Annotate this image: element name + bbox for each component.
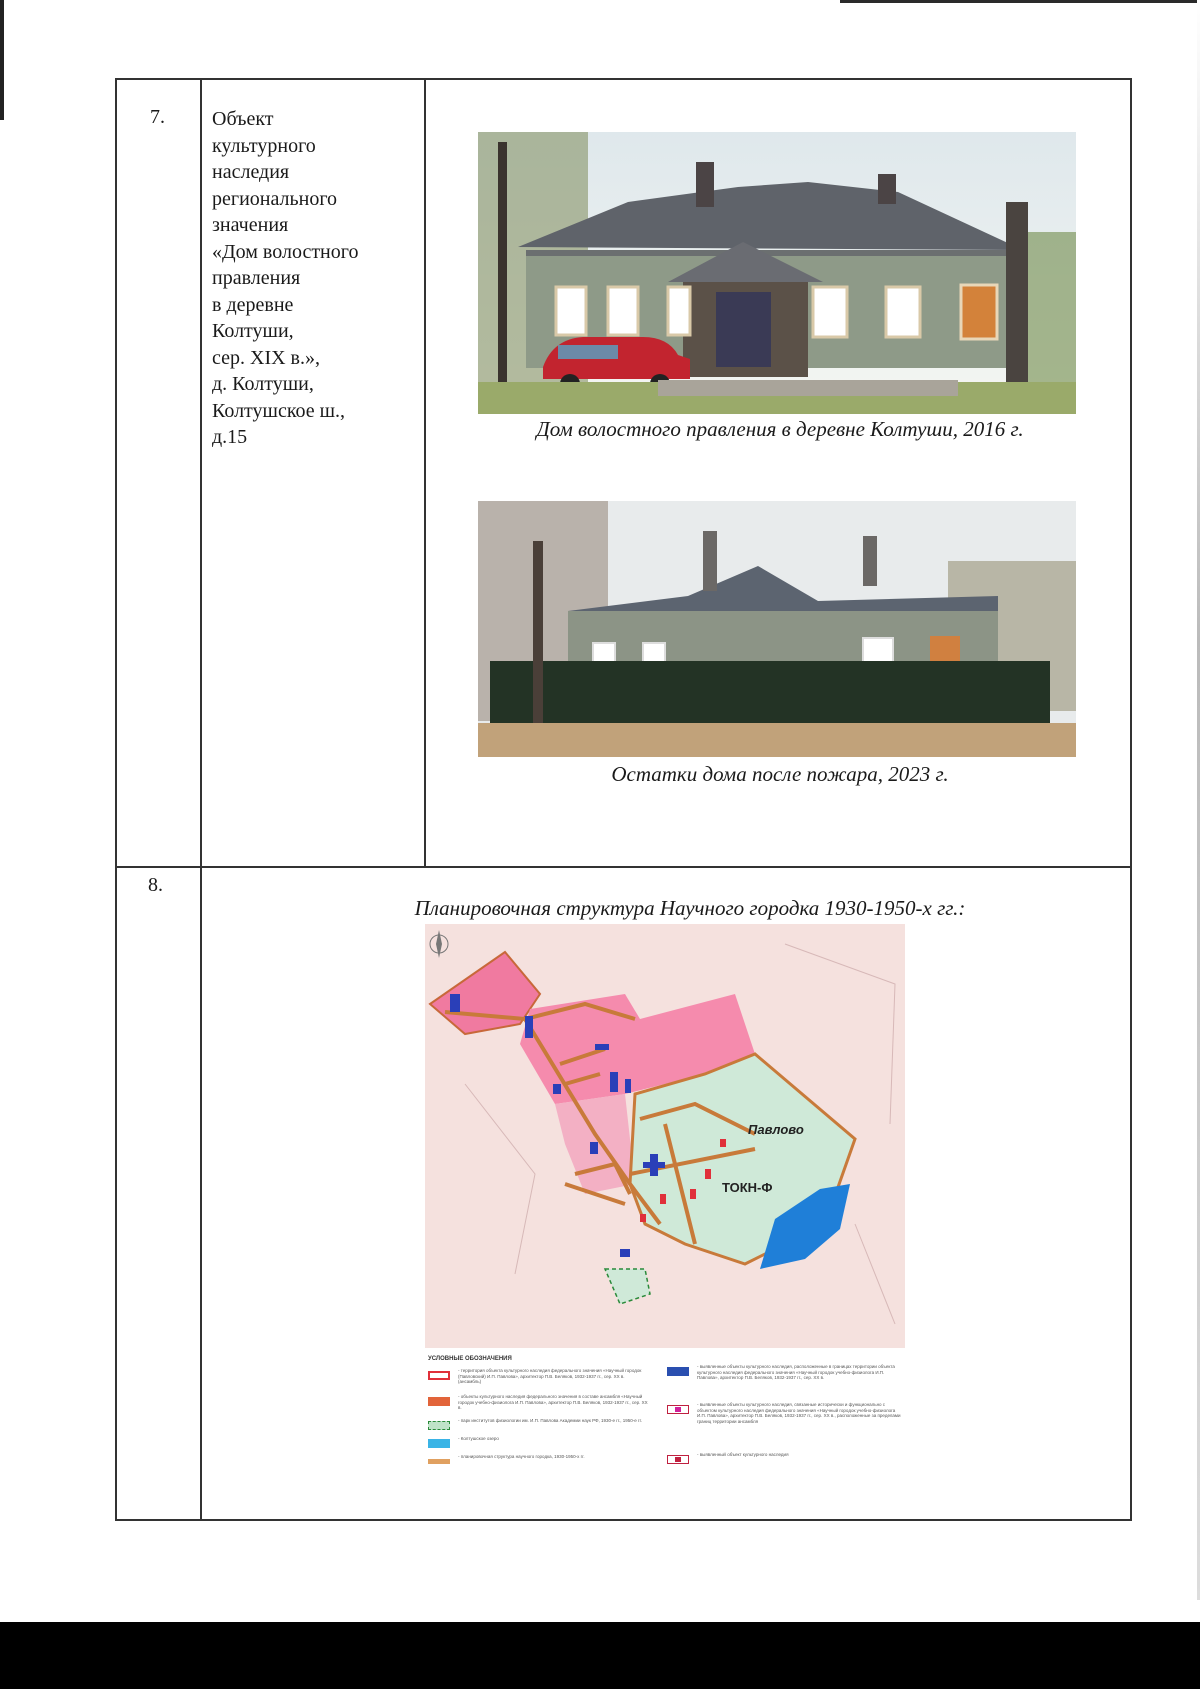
table-border-right [1130,78,1132,1520]
legend-swatch [428,1371,450,1380]
legend-swatch [667,1405,689,1414]
legend-item [428,1418,653,1438]
scan-edge-left [0,0,4,120]
table-border-top [115,78,1132,80]
scan-bottom-bar [0,1622,1200,1689]
legend-swatch [667,1455,689,1464]
map-title: Планировочная структура Научного городка 1930-1950-х гг.: [414,896,966,920]
legend-text: - планировочная структура научного городка, 1930-1950-х гг. [458,1454,585,1459]
legend-item [667,1364,905,1384]
legend-text: - Колтушское озеро [458,1436,499,1441]
legend-item [667,1402,905,1422]
photo-house-2016 [478,132,1076,414]
row-number-8: 8. [148,874,163,896]
row-number-7: 7. [150,106,165,128]
scan-edge-top [840,0,1200,3]
house-2016-image [478,132,1076,414]
planning-structure-map [425,924,905,1348]
house-ruins-2023-image [478,501,1076,757]
table-col-divider-2 [424,78,426,867]
legend-text: - территория объекта культурного наследия федерального значения «Научный городок (Павловский) И.П. Павлова», архитектор П.В. Беляков, 1932-1937 гг., сер. XX в. (ансамбль) [458,1368,642,1384]
table-border-bottom [115,1519,1132,1521]
table-row-divider [115,866,1132,868]
photo-caption-2023: Остатки дома после пожара, 2023 г. [611,762,949,786]
photo-caption-2016: Дом волостного правления в деревне Колтуши, 2016 г. [536,417,1024,441]
legend-text: - выявленные объекты культурного наследия, связанные исторически и функционально с объектом культурного наследия федерального значения «Научный городок учебно-физиолога И.П. Павлова», архитектор П.В. Беляков, 1932-1937 гг., сер. XX в., расположенные за пределами границ территории ансамбля [697,1402,901,1424]
map-image [425,924,905,1348]
legend-item [428,1368,653,1388]
map-label-zone: ТОКН-Ф [722,1180,773,1195]
object-description: Объект культурного наследия регионального значения «Дом волостного правления в деревне Колтуши, сер. XIX в.», д. Колтуши, Колтушское ш., д.15 [212,108,359,448]
legend-title: УСЛОВНЫЕ ОБОЗНАЧЕНИЯ [428,1356,512,1362]
legend-item [428,1436,653,1456]
photo-house-ruins-2023 [478,501,1076,757]
legend-swatch [428,1459,450,1464]
legend-text: - парк институтов физиологии им. И.П. Павлова Академии наук РФ, 1930-е гг., 1950-е гг. [458,1418,643,1423]
table-border-left [115,78,117,1520]
legend-text: - выявленный объект культурного наследия [697,1452,789,1457]
map-legend [425,1352,905,1472]
table-col-divider-1 [200,78,202,1520]
legend-swatch [428,1421,450,1430]
map-label-village: Павлово [748,1122,804,1137]
legend-item [428,1394,653,1414]
legend-item [428,1454,653,1474]
legend-item [667,1452,905,1472]
legend-swatch [667,1367,689,1376]
legend-swatch [428,1439,450,1448]
legend-text: - объекты культурного наследия федерального значения в составе ансамбля «Научный городок учебно-физиолога И.П. Павлова», архитектор П.В. Беляков, 1932-1937 гг., сер. XX в. [458,1394,648,1410]
legend-swatch [428,1397,450,1406]
legend-text: - выявленные объекты культурного наследия, расположенные в границах территории объекта культурного наследия федерального значения «Научный городок учебно-физиолога И.П. Павлова», архитектор П.В. Беляков, 1932-1937 гг., сер. XX в. [697,1364,895,1380]
